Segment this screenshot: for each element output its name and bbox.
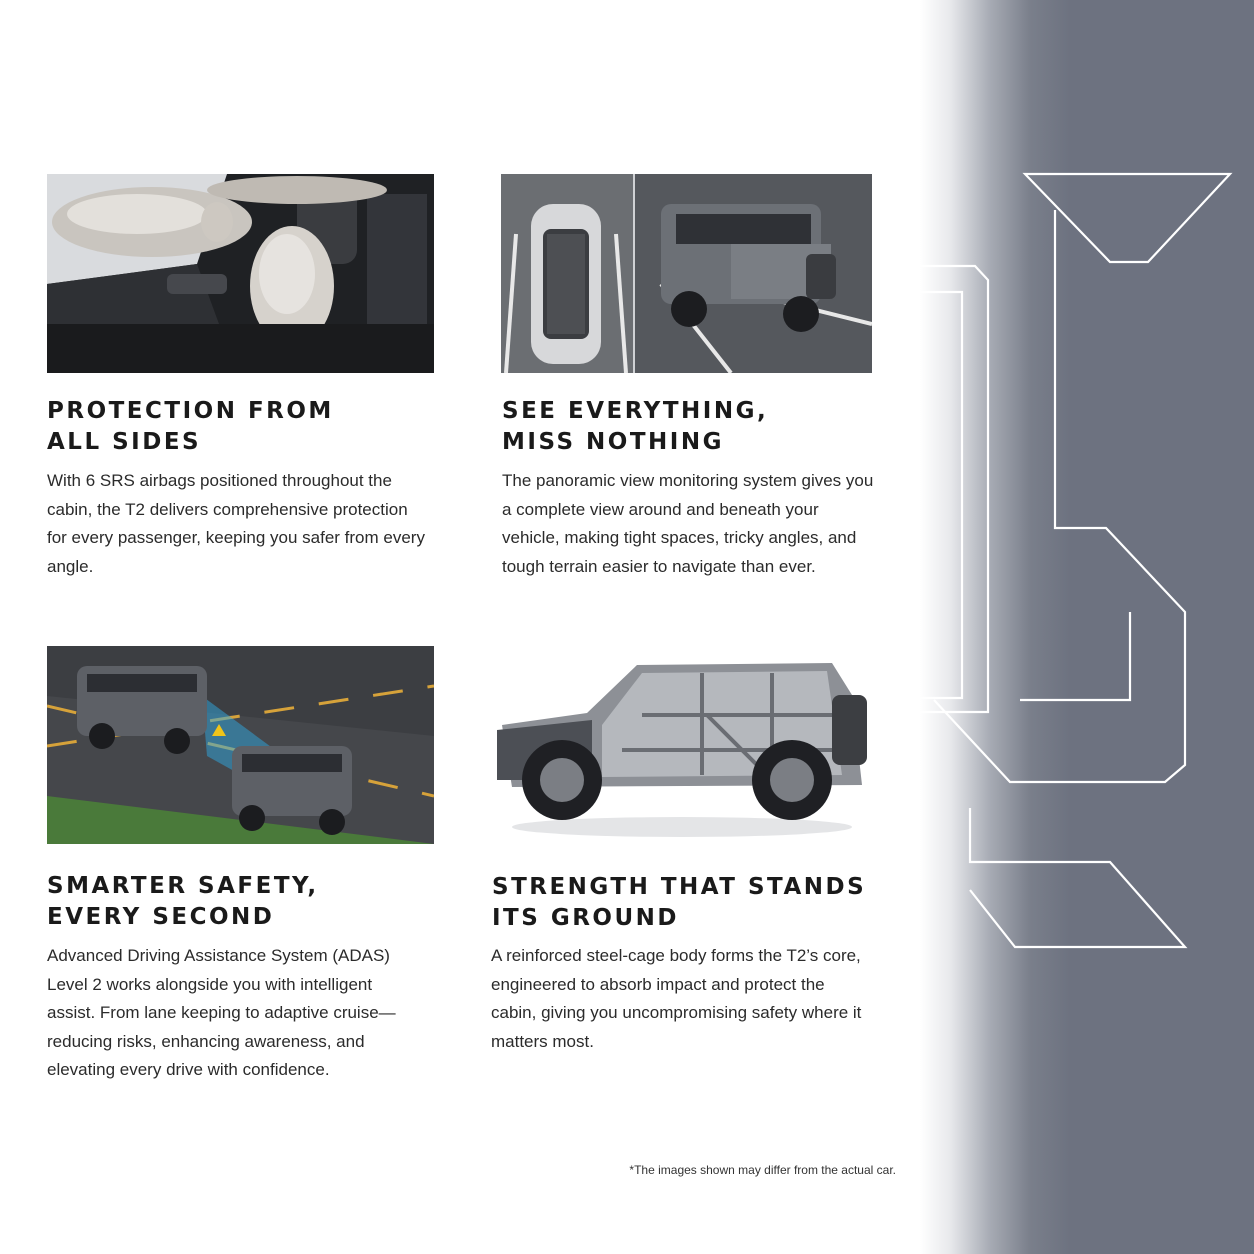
title-line: MISS NOTHING (502, 429, 724, 455)
steel-cage-image (492, 655, 879, 843)
feature-body-see-everything: The panoramic view monitoring system gives you a complete view around and beneath your vehicle, making tight spaces, tricky angles, and tough terrain easier to navigate than ever. (502, 471, 874, 576)
decorative-side-panel (920, 0, 1254, 1254)
title-line: PROTECTION FROM (47, 398, 334, 424)
title-line: SEE EVERYTHING, (502, 398, 769, 424)
feature-title-smarter-safety (47, 871, 319, 933)
feature-body-strength: A reinforced steel-cage body forms the T2’s core, engineered to absorb impact and protect the cabin, giving you uncompromising safety where it matters most. (491, 946, 862, 1051)
title-line: STRENGTH THAT STANDS (492, 874, 867, 900)
panoramic-view-image (501, 174, 872, 373)
feature-body-smarter-safety: Advanced Driving Assistance System (ADAS) Level 2 works alongside you with intelligent assist. From lane keeping to adaptive cruise—reducing risks, enhancing awareness, and elevating every drive with confidence. (47, 946, 396, 1079)
airbags-image (47, 174, 434, 373)
feature-title-see-everything (502, 396, 768, 458)
feature-title-strength (492, 872, 866, 934)
adas-image (47, 646, 434, 844)
title-line: EVERY SECOND (47, 904, 275, 930)
title-line: ITS GROUND (492, 905, 679, 931)
feature-body-protection: With 6 SRS airbags positioned throughout the cabin, the T2 delivers comprehensive protection for every passenger, keeping you safer from every angle. (47, 471, 425, 576)
feature-title-protection (47, 396, 334, 458)
brand-outline-graphic (920, 0, 1254, 1254)
title-line: SMARTER SAFETY, (47, 873, 319, 899)
disclaimer-note: *The images shown may differ from the actual car. (629, 1163, 896, 1177)
title-line: ALL SIDES (47, 429, 202, 455)
